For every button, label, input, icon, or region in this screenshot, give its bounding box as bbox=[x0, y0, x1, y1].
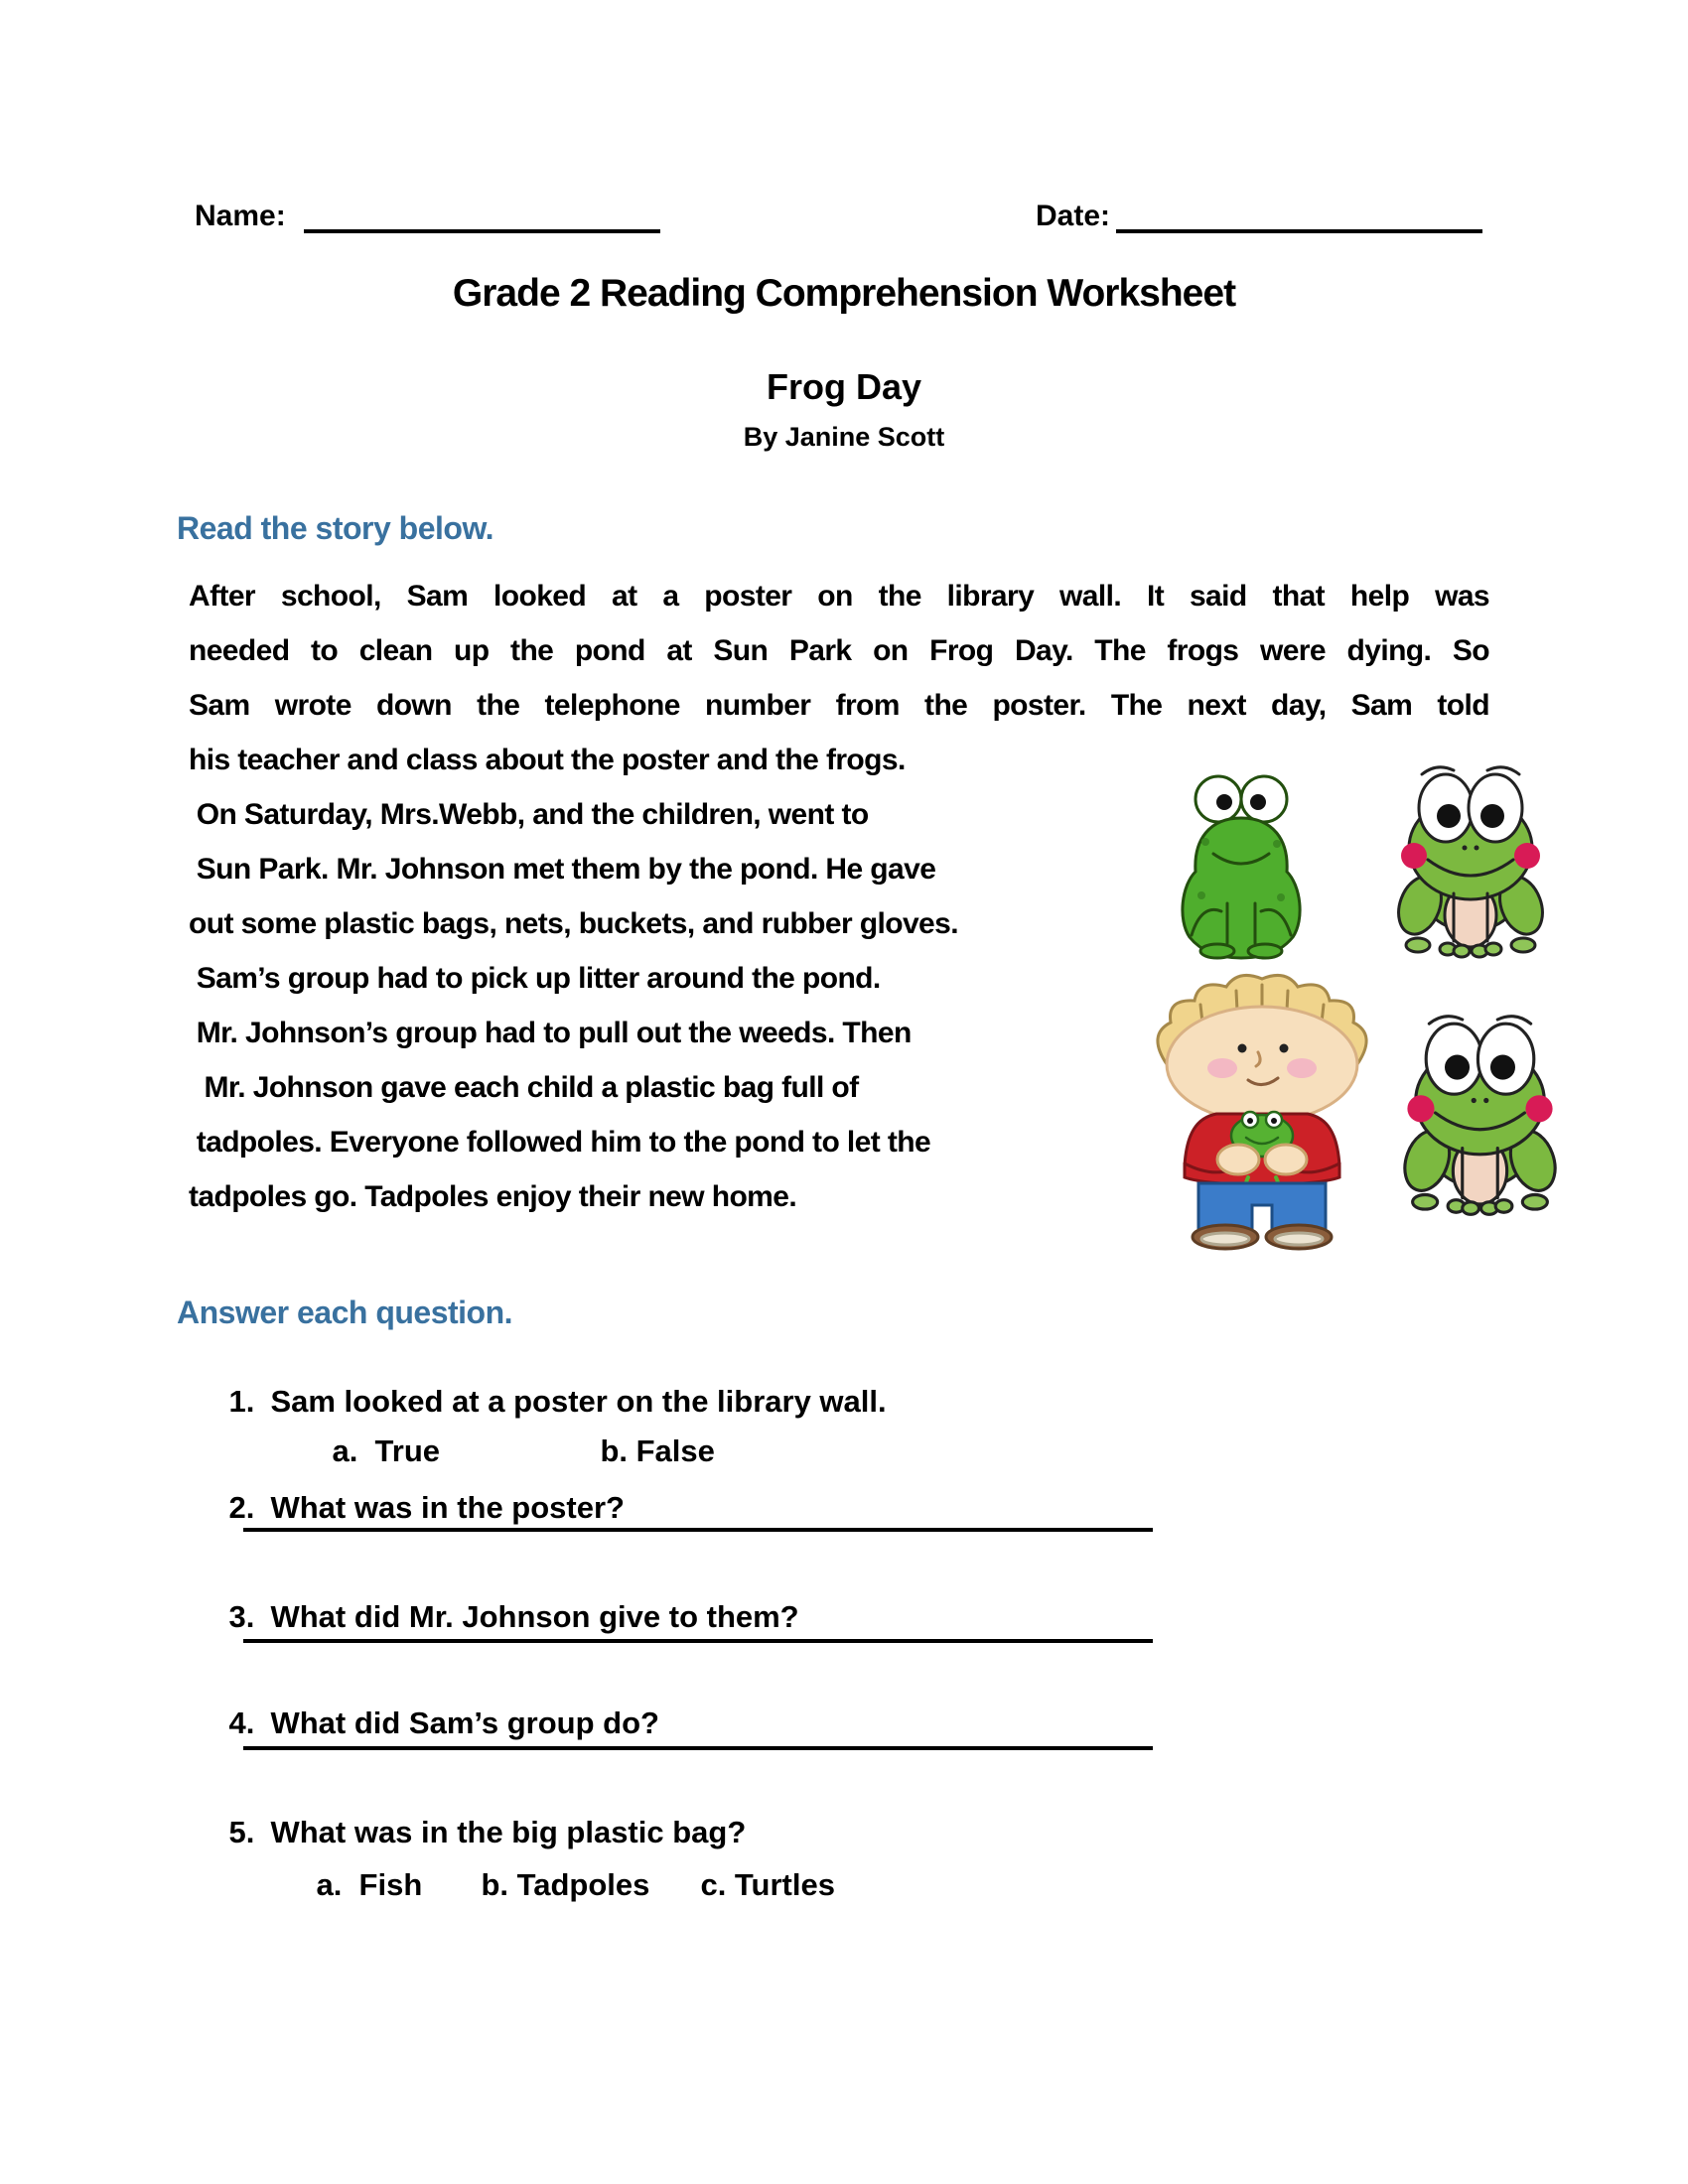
frog-clipart-bottom-right bbox=[1398, 993, 1562, 1233]
option-tadpoles[interactable]: b. Tadpoles bbox=[481, 1867, 650, 1902]
story-line: Mr. Johnson gave each child a plastic bag full of bbox=[189, 1071, 859, 1104]
read-story-instruction: Read the story below. bbox=[177, 510, 494, 546]
question-1-text: Sam looked at a poster on the library wall. bbox=[270, 1384, 887, 1419]
story-line: Sam wrote down the telephone number from the poster. The next day, Sam told bbox=[189, 689, 1489, 722]
option-turtles[interactable]: c. Turtles bbox=[700, 1867, 835, 1902]
question-1-number: 1. bbox=[228, 1384, 255, 1419]
page-title: Grade 2 Reading Comprehension Worksheet bbox=[452, 272, 1236, 315]
frog-clipart-top-right bbox=[1392, 756, 1549, 963]
name-label: Name: bbox=[195, 200, 286, 232]
answer-questions-instruction: Answer each question. bbox=[177, 1295, 513, 1330]
story-line: needed to clean up the pond at Sun Park on Frog Day. The frogs were dying. So bbox=[189, 634, 1489, 667]
story-line: his teacher and class about the poster and the frogs. bbox=[189, 744, 906, 776]
story-line: After school, Sam looked at a poster on the library wall. It said that help was bbox=[189, 580, 1489, 613]
story-title: Frog Day bbox=[766, 366, 922, 407]
option-true[interactable]: a. True bbox=[332, 1433, 440, 1468]
story-byline: By Janine Scott bbox=[743, 422, 945, 452]
option-fish[interactable]: a. Fish bbox=[316, 1867, 423, 1902]
story-line: out some plastic bags, nets, buckets, and rubber gloves. bbox=[189, 907, 958, 940]
question-2-text: What was in the poster? bbox=[270, 1490, 625, 1525]
date-label: Date: bbox=[1036, 200, 1111, 232]
question-2-answer-line[interactable] bbox=[243, 1489, 1153, 1532]
question-5-text: What was in the big plastic bag? bbox=[270, 1815, 747, 1849]
name-blank-line[interactable] bbox=[304, 195, 660, 233]
boy-holding-frog-clipart bbox=[1137, 965, 1387, 1253]
story-line: tadpoles go. Tadpoles enjoy their new home. bbox=[189, 1180, 797, 1213]
story-line: tadpoles. Everyone followed him to the pond to let the bbox=[189, 1126, 931, 1159]
question-4-text: What did Sam’s group do? bbox=[270, 1706, 659, 1740]
question-2-number: 2. bbox=[228, 1490, 255, 1525]
story-line: On Saturday, Mrs.Webb, and the children, went to bbox=[189, 798, 869, 831]
story-line: Sun Park. Mr. Johnson met them by the pond. He gave bbox=[189, 853, 936, 886]
option-false[interactable]: b. False bbox=[600, 1433, 715, 1468]
story-line: Sam’s group had to pick up litter around the pond. bbox=[189, 962, 881, 995]
frog-clipart-top-left bbox=[1172, 772, 1311, 963]
question-3-number: 3. bbox=[228, 1599, 255, 1634]
question-5-options bbox=[282, 1820, 835, 1951]
question-4-answer-line[interactable] bbox=[243, 1707, 1153, 1750]
date-blank-line[interactable] bbox=[1116, 195, 1482, 233]
question-5-number: 5. bbox=[228, 1815, 255, 1849]
question-3-text: What did Mr. Johnson give to them? bbox=[270, 1599, 799, 1634]
question-4-number: 4. bbox=[228, 1706, 255, 1740]
question-3-answer-line[interactable] bbox=[243, 1600, 1153, 1643]
story-line: Mr. Johnson’s group had to pull out the weeds. Then bbox=[189, 1017, 912, 1049]
